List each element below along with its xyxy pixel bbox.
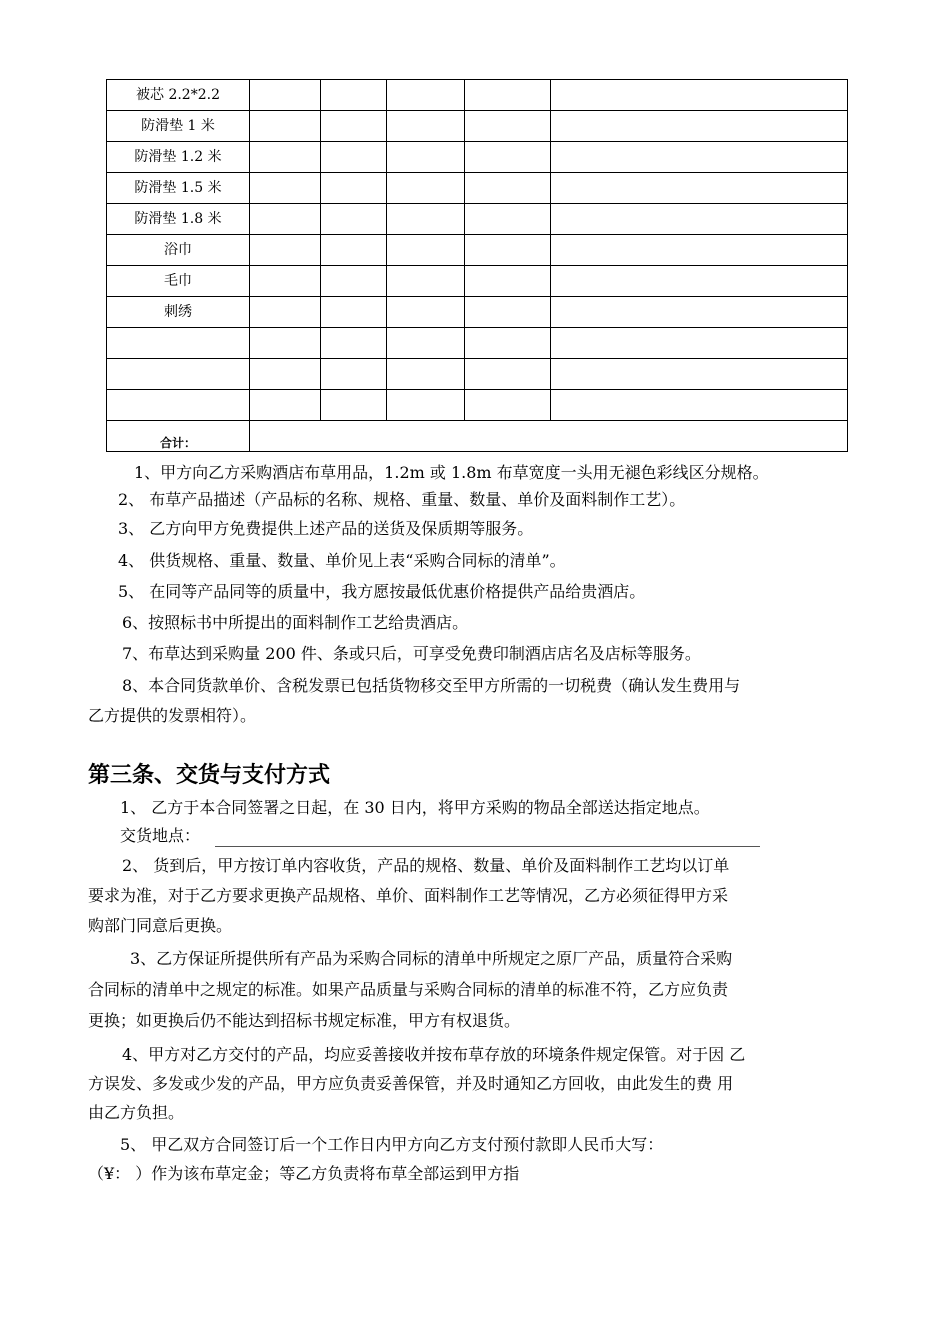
delivery-location-label: 交货地点： — [120, 826, 201, 845]
total-row — [107, 421, 848, 452]
table-row — [107, 297, 848, 328]
section-3-item-4-line-3: 由乙方负担。 — [88, 1103, 185, 1122]
empty-cell — [551, 204, 848, 235]
clause-1: 1、甲方向乙方采购酒店布草用品，1.2m 或 1.8m 布草宽度一头用无褪色彩线区分规格。 — [134, 463, 769, 482]
section-3-title: 第三条、交货与支付方式 — [88, 763, 331, 788]
item-name-cell: 防滑垫 1.2 米 — [107, 142, 250, 173]
section-3-item-1: 1、 乙方于本合同签署之日起，在 30 日内，将甲方采购的物品全部送达指定地点。 — [120, 798, 710, 817]
empty-cell — [551, 235, 848, 266]
empty-cell — [387, 80, 465, 111]
table-row — [107, 142, 848, 173]
clause-7: 7、布草达到采购量 200 件、条或只后，可享受免费印制酒店店名及店标等服务。 — [122, 644, 701, 663]
item-name-cell: 浴巾 — [107, 235, 250, 266]
empty-cell — [250, 359, 321, 390]
table-row — [107, 204, 848, 235]
empty-cell — [321, 235, 387, 266]
empty-cell — [387, 359, 465, 390]
table-row — [107, 359, 848, 390]
table-row — [107, 173, 848, 204]
section-3-item-3-line-3: 更换；如更换后仍不能达到招标书规定标准，甲方有权退货。 — [88, 1011, 521, 1030]
clause-4: 4、 供货规格、重量、数量、单价见上表“采购合同标的清单”。 — [118, 551, 566, 570]
item-name-cell — [107, 328, 250, 359]
section-3-item-3-line-2: 合同标的清单中之规定的标准。如果产品质量与采购合同标的清单的标准不符，乙方应负责 — [88, 980, 729, 999]
table-row — [107, 80, 848, 111]
empty-cell — [250, 80, 321, 111]
empty-cell — [250, 204, 321, 235]
section-3-item-2-line-2: 要求为准，对于乙方要求更换产品规格、单价、面料制作工艺等情况，乙方必须征得甲方采 — [88, 886, 729, 905]
empty-cell — [321, 204, 387, 235]
section-3-item-4-line-1: 4、甲方对乙方交付的产品，均应妥善接收并按布草存放的环境条件规定保管。对于因 乙 — [122, 1045, 746, 1064]
clause-8-line-1: 8、本合同货款单价、含税发票已包括货物移交至甲方所需的一切税费（确认发生费用与 — [122, 676, 741, 695]
empty-cell — [387, 328, 465, 359]
empty-cell — [465, 359, 551, 390]
section-3-item-2-line-3: 购部门同意后更换。 — [88, 916, 233, 935]
empty-cell — [551, 266, 848, 297]
clause-2: 2、 布草产品描述（产品标的名称、规格、重量、数量、单价及面料制作工艺）。 — [118, 490, 686, 509]
clause-3: 3、 乙方向甲方免费提供上述产品的送货及保质期等服务。 — [118, 519, 534, 538]
procurement-items-table — [106, 79, 848, 452]
empty-cell — [551, 359, 848, 390]
empty-cell — [551, 173, 848, 204]
clause-8-line-2: 乙方提供的发票相符）。 — [88, 706, 257, 725]
total-value-cell — [250, 421, 848, 452]
item-name-cell: 防滑垫 1.5 米 — [107, 173, 250, 204]
empty-cell — [387, 142, 465, 173]
item-name-cell — [107, 359, 250, 390]
empty-cell — [250, 142, 321, 173]
empty-cell — [387, 111, 465, 142]
section-3-item-2-line-1: 2、 货到后，甲方按订单内容收货，产品的规格、数量、单价及面料制作工艺均以订单 — [122, 856, 730, 875]
total-label: 合计： — [107, 421, 250, 452]
section-3-item-5-line-1: 5、 甲乙双方合同签订后一个工作日内甲方向乙方支付预付款即人民币大写： — [120, 1135, 664, 1154]
empty-cell — [551, 390, 848, 421]
empty-cell — [321, 266, 387, 297]
empty-cell — [250, 328, 321, 359]
empty-cell — [321, 328, 387, 359]
empty-cell — [551, 142, 848, 173]
table-row — [107, 235, 848, 266]
empty-cell — [250, 390, 321, 421]
section-3-item-3-line-1: 3、乙方保证所提供所有产品为采购合同标的清单中所规定之原厂产品，质量符合采购 — [130, 949, 733, 968]
table-row — [107, 390, 848, 421]
empty-cell — [465, 173, 551, 204]
empty-cell — [321, 142, 387, 173]
table-row — [107, 111, 848, 142]
empty-cell — [387, 297, 465, 328]
empty-cell — [465, 266, 551, 297]
empty-cell — [465, 111, 551, 142]
empty-cell — [387, 390, 465, 421]
empty-cell — [250, 111, 321, 142]
item-name-cell: 被芯 2.2*2.2 — [107, 80, 250, 111]
empty-cell — [387, 173, 465, 204]
empty-cell — [465, 328, 551, 359]
section-3-item-5-line-2: （¥： ）作为该布草定金；等乙方负责将布草全部运到甲方指 — [88, 1164, 520, 1183]
table-row — [107, 328, 848, 359]
empty-cell — [551, 297, 848, 328]
empty-cell — [250, 173, 321, 204]
delivery-location-blank — [215, 846, 760, 847]
item-name-cell: 防滑垫 1 米 — [107, 111, 250, 142]
empty-cell — [387, 266, 465, 297]
empty-cell — [465, 390, 551, 421]
empty-cell — [321, 111, 387, 142]
empty-cell — [250, 266, 321, 297]
item-name-cell: 毛巾 — [107, 266, 250, 297]
empty-cell — [551, 80, 848, 111]
empty-cell — [321, 297, 387, 328]
empty-cell — [387, 235, 465, 266]
empty-cell — [387, 204, 465, 235]
empty-cell — [465, 80, 551, 111]
empty-cell — [465, 204, 551, 235]
empty-cell — [321, 80, 387, 111]
empty-cell — [250, 297, 321, 328]
item-name-cell: 刺绣 — [107, 297, 250, 328]
empty-cell — [465, 297, 551, 328]
table-row — [107, 266, 848, 297]
empty-cell — [465, 235, 551, 266]
section-3-item-4-line-2: 方误发、多发或少发的产品，甲方应负责妥善保管，并及时通知乙方回收，由此发生的费 用 — [88, 1074, 734, 1093]
empty-cell — [321, 359, 387, 390]
clause-5: 5、 在同等产品同等的质量中，我方愿按最低优惠价格提供产品给贵酒店。 — [118, 582, 646, 601]
empty-cell — [465, 142, 551, 173]
items-table-body — [107, 80, 848, 421]
empty-cell — [551, 328, 848, 359]
item-name-cell — [107, 390, 250, 421]
empty-cell — [321, 390, 387, 421]
empty-cell — [551, 111, 848, 142]
empty-cell — [250, 235, 321, 266]
clause-6: 6、按照标书中所提出的面料制作工艺给贵酒店。 — [122, 613, 469, 632]
empty-cell — [321, 173, 387, 204]
item-name-cell: 防滑垫 1.8 米 — [107, 204, 250, 235]
